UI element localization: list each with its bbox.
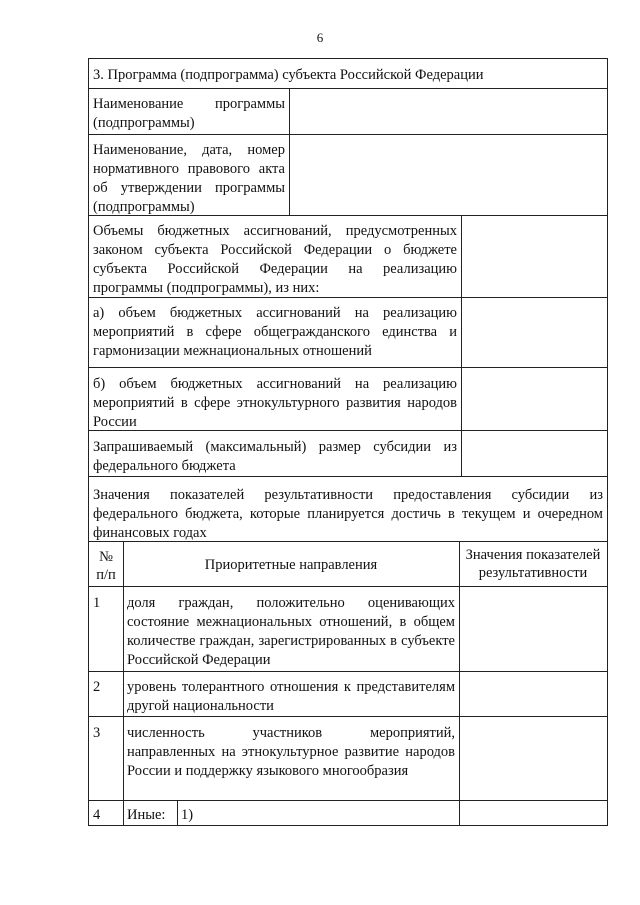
program-act-value[interactable]: [289, 138, 607, 215]
col-header-direction: Приоритетные направления: [204, 557, 378, 573]
indicator-row-direction: доля граждан, положительно оценивающих состояние межнациональных отношений, в общем количестве граждан, зарегистрированных в субъекте Российской Федерации: [127, 595, 455, 668]
indicator-row-value[interactable]: [459, 716, 607, 800]
other-indicators-item[interactable]: 1): [181, 807, 194, 823]
budget-ethnocultural-value[interactable]: [461, 367, 607, 430]
indicator-row-value[interactable]: [459, 800, 607, 826]
indicator-row-num: 2: [93, 679, 101, 695]
program-name-value[interactable]: [289, 92, 607, 134]
section-title: 3. Программа (подпрограмма) субъекта Российской Федерации: [93, 67, 484, 83]
budget-total-label: Объемы бюджетных ассигнований, предусмотренных законом субъекта Российской Федерации о бюджете субъекта Российской Федерации на реализацию программы (подпрограммы), из них:: [93, 223, 457, 296]
application-form-table: [88, 58, 608, 826]
page-number: 6: [316, 30, 324, 45]
column-divider: [289, 88, 290, 215]
subsidy-amount-label: Запрашиваемый (максимальный) размер субсидии из федерального бюджета: [93, 439, 457, 474]
indicators-title: Значения показателей результативности предоставления субсидии из федерального бюджета, которые планируется достичь в текущем и очередном финансовых годах: [93, 487, 603, 541]
program-name-label: Наименование программы (подпрограммы): [93, 96, 285, 131]
row-divider: [89, 541, 607, 542]
column-divider: [461, 215, 462, 476]
indicator-row-num: 1: [93, 595, 101, 611]
budget-total-value[interactable]: [461, 215, 607, 297]
row-divider: [89, 476, 607, 477]
subsidy-amount-value[interactable]: [461, 430, 607, 476]
col-header-value: Значения показателей результативности: [465, 547, 601, 581]
column-divider: [123, 541, 124, 826]
row-divider: [89, 88, 607, 89]
column-divider: [459, 541, 460, 826]
indicator-row-value[interactable]: [459, 671, 607, 716]
indicator-row-value[interactable]: [459, 586, 607, 671]
program-act-label: Наименование, дата, номер нормативного правового акта об утверждении программы (подпрограммы): [93, 142, 285, 215]
indicator-row-num: 3: [93, 725, 101, 741]
indicator-row-num: 4: [93, 807, 101, 823]
col-header-num: № п/п: [96, 549, 116, 583]
indicator-row-direction: уровень толерантного отношения к представителям другой национальности: [127, 679, 455, 714]
other-indicators-label: Иные:: [127, 807, 166, 823]
budget-harmonization-value[interactable]: [461, 297, 607, 367]
indicator-row-direction: численность участников мероприятий, направленных на этнокультурное развитие народов России и поддержку языкового многообразия: [127, 725, 455, 779]
row-divider: [89, 134, 607, 135]
budget-ethnocultural-label: б) объем бюджетных ассигнований на реализацию мероприятий в сфере этнокультурного развития народов России: [93, 376, 457, 430]
budget-harmonization-label: а) объем бюджетных ассигнований на реализацию мероприятий в сфере общегражданского единства и гармонизации межнациональных отношений: [93, 305, 457, 359]
